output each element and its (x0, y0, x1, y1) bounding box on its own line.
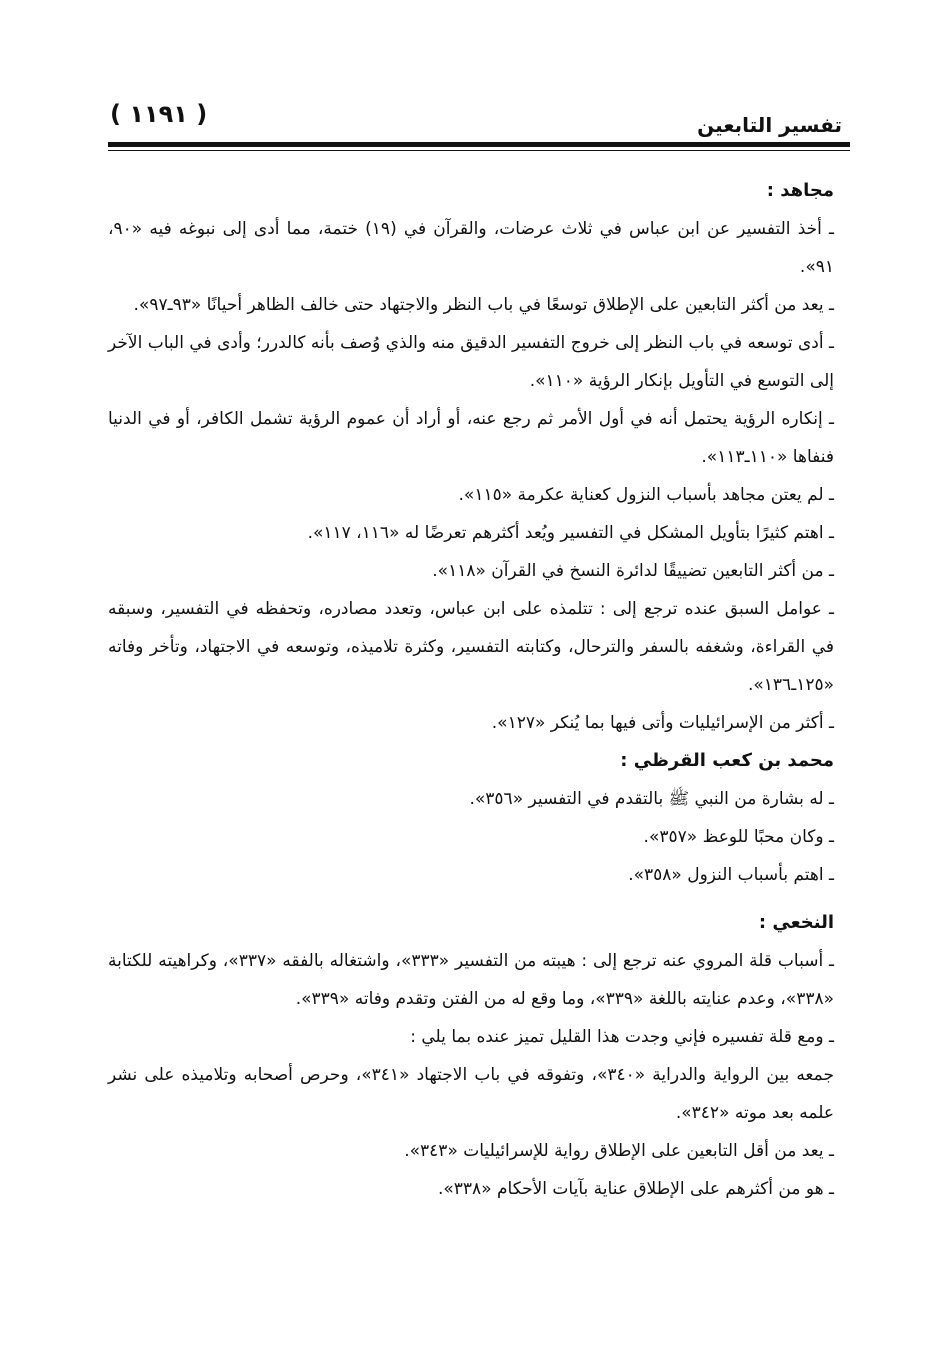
section-heading-mujahid: مجاهد : (766, 180, 834, 201)
section-heading-nakhai: النخعي : (758, 912, 834, 933)
list-item: ـ وكان محبًا للوعظ «٣٥٧». (643, 827, 834, 847)
list-item: ـ هو من أكثرهم على الإطلاق عناية بآيات الأحكام «٣٣٨». (437, 1179, 834, 1199)
page-body (108, 172, 834, 1208)
list-item: ـ له بشارة من النبي ﷺ بالتقدم في التفسير «٣٥٦». (469, 789, 834, 809)
list-item: ـ عوامل السبق عنده ترجع إلى : تتلمذه على ابن عباس، وتعدد مصادره، وتحفظه في التفسير، وسبقه في القراءة، وشغفه بالسفر والترحال، وكتابته التفسير، وكثرة تلاميذه، وتوسعه في الاجتهاد، وتأخر وفاته «١٢٥ـ١٣٦». (108, 599, 834, 695)
list-item: ـ أسباب قلة المروي عنه ترجع إلى : هيبته من التفسير «٣٣٣»، واشتغاله بالفقه «٣٣٧»، وكراهيته للكتابة «٣٣٨»، وعدم عنايته باللغة «٣٣٩»، وما وقع له من الفتن وتقدم وفاته «٣٣٩». (108, 951, 835, 1009)
list-item: ـ اهتم بأسباب النزول «٣٥٨». (628, 865, 834, 885)
running-header: تفسير التابعين (697, 113, 842, 137)
list-item: ـ يعد من أقل التابعين على الإطلاق رواية للإسرائيليات «٣٤٣». (404, 1141, 834, 1161)
list-item: ـ اهتم كثيرًا بتأويل المشكل في التفسير ويُعد أكثرهم تعرضًا له «١١٦، ١١٧». (307, 523, 834, 543)
page-number: ( ١١٩١ ) (110, 100, 208, 128)
list-item: جمعه بين الرواية والدراية «٣٤٠»، وتفوقه في باب الاجتهاد «٣٤١»، وحرص أصحابه وتلاميذه على نشر علمه بعد موته «٣٤٢». (108, 1065, 834, 1123)
list-item: ـ أدى توسعه في باب النظر إلى خروج التفسير الدقيق منه والذي وُصف بأنه كالدرر؛ وأدى في الباب الآخر إلى التوسع في التأويل بإنكار الرؤية «١١٠». (108, 333, 834, 391)
list-item: ـ إنكاره الرؤية يحتمل أنه في أول الأمر ثم رجع عنه، أو أراد أن عموم الرؤية تشمل الكافر، أو في الدنيا فنفاها «١١٠ـ١١٣». (108, 409, 834, 467)
list-item: ـ ومع قلة تفسيره فإني وجدت هذا القليل تميز عنده بما يلي : (410, 1027, 834, 1047)
section-heading-qurazi: محمد بن كعب القرظي : (620, 750, 834, 771)
list-item: ـ يعد من أكثر التابعين على الإطلاق توسعًا في باب النظر والاجتهاد حتى خالف الظاهر أحيانًا «٩٣ـ٩٧». (133, 295, 834, 315)
list-item: ـ من أكثر التابعين تضييقًا لدائرة النسخ في القرآن «١١٨». (432, 561, 834, 581)
list-item: ـ أكثر من الإسرائيليات وأتى فيها بما يُنكر «١٢٧». (491, 713, 834, 733)
list-item: ـ أخذ التفسير عن ابن عباس في ثلاث عرضات، والقرآن في (١٩) ختمة، مما أدى إلى نبوغه فيه «٩٠، ٩١». (108, 219, 834, 277)
header-rule-thin (108, 150, 850, 151)
list-item: ـ لم يعتن مجاهد بأسباب النزول كعناية عكرمة «١١٥». (458, 485, 834, 505)
header-rule-thick (108, 142, 850, 147)
